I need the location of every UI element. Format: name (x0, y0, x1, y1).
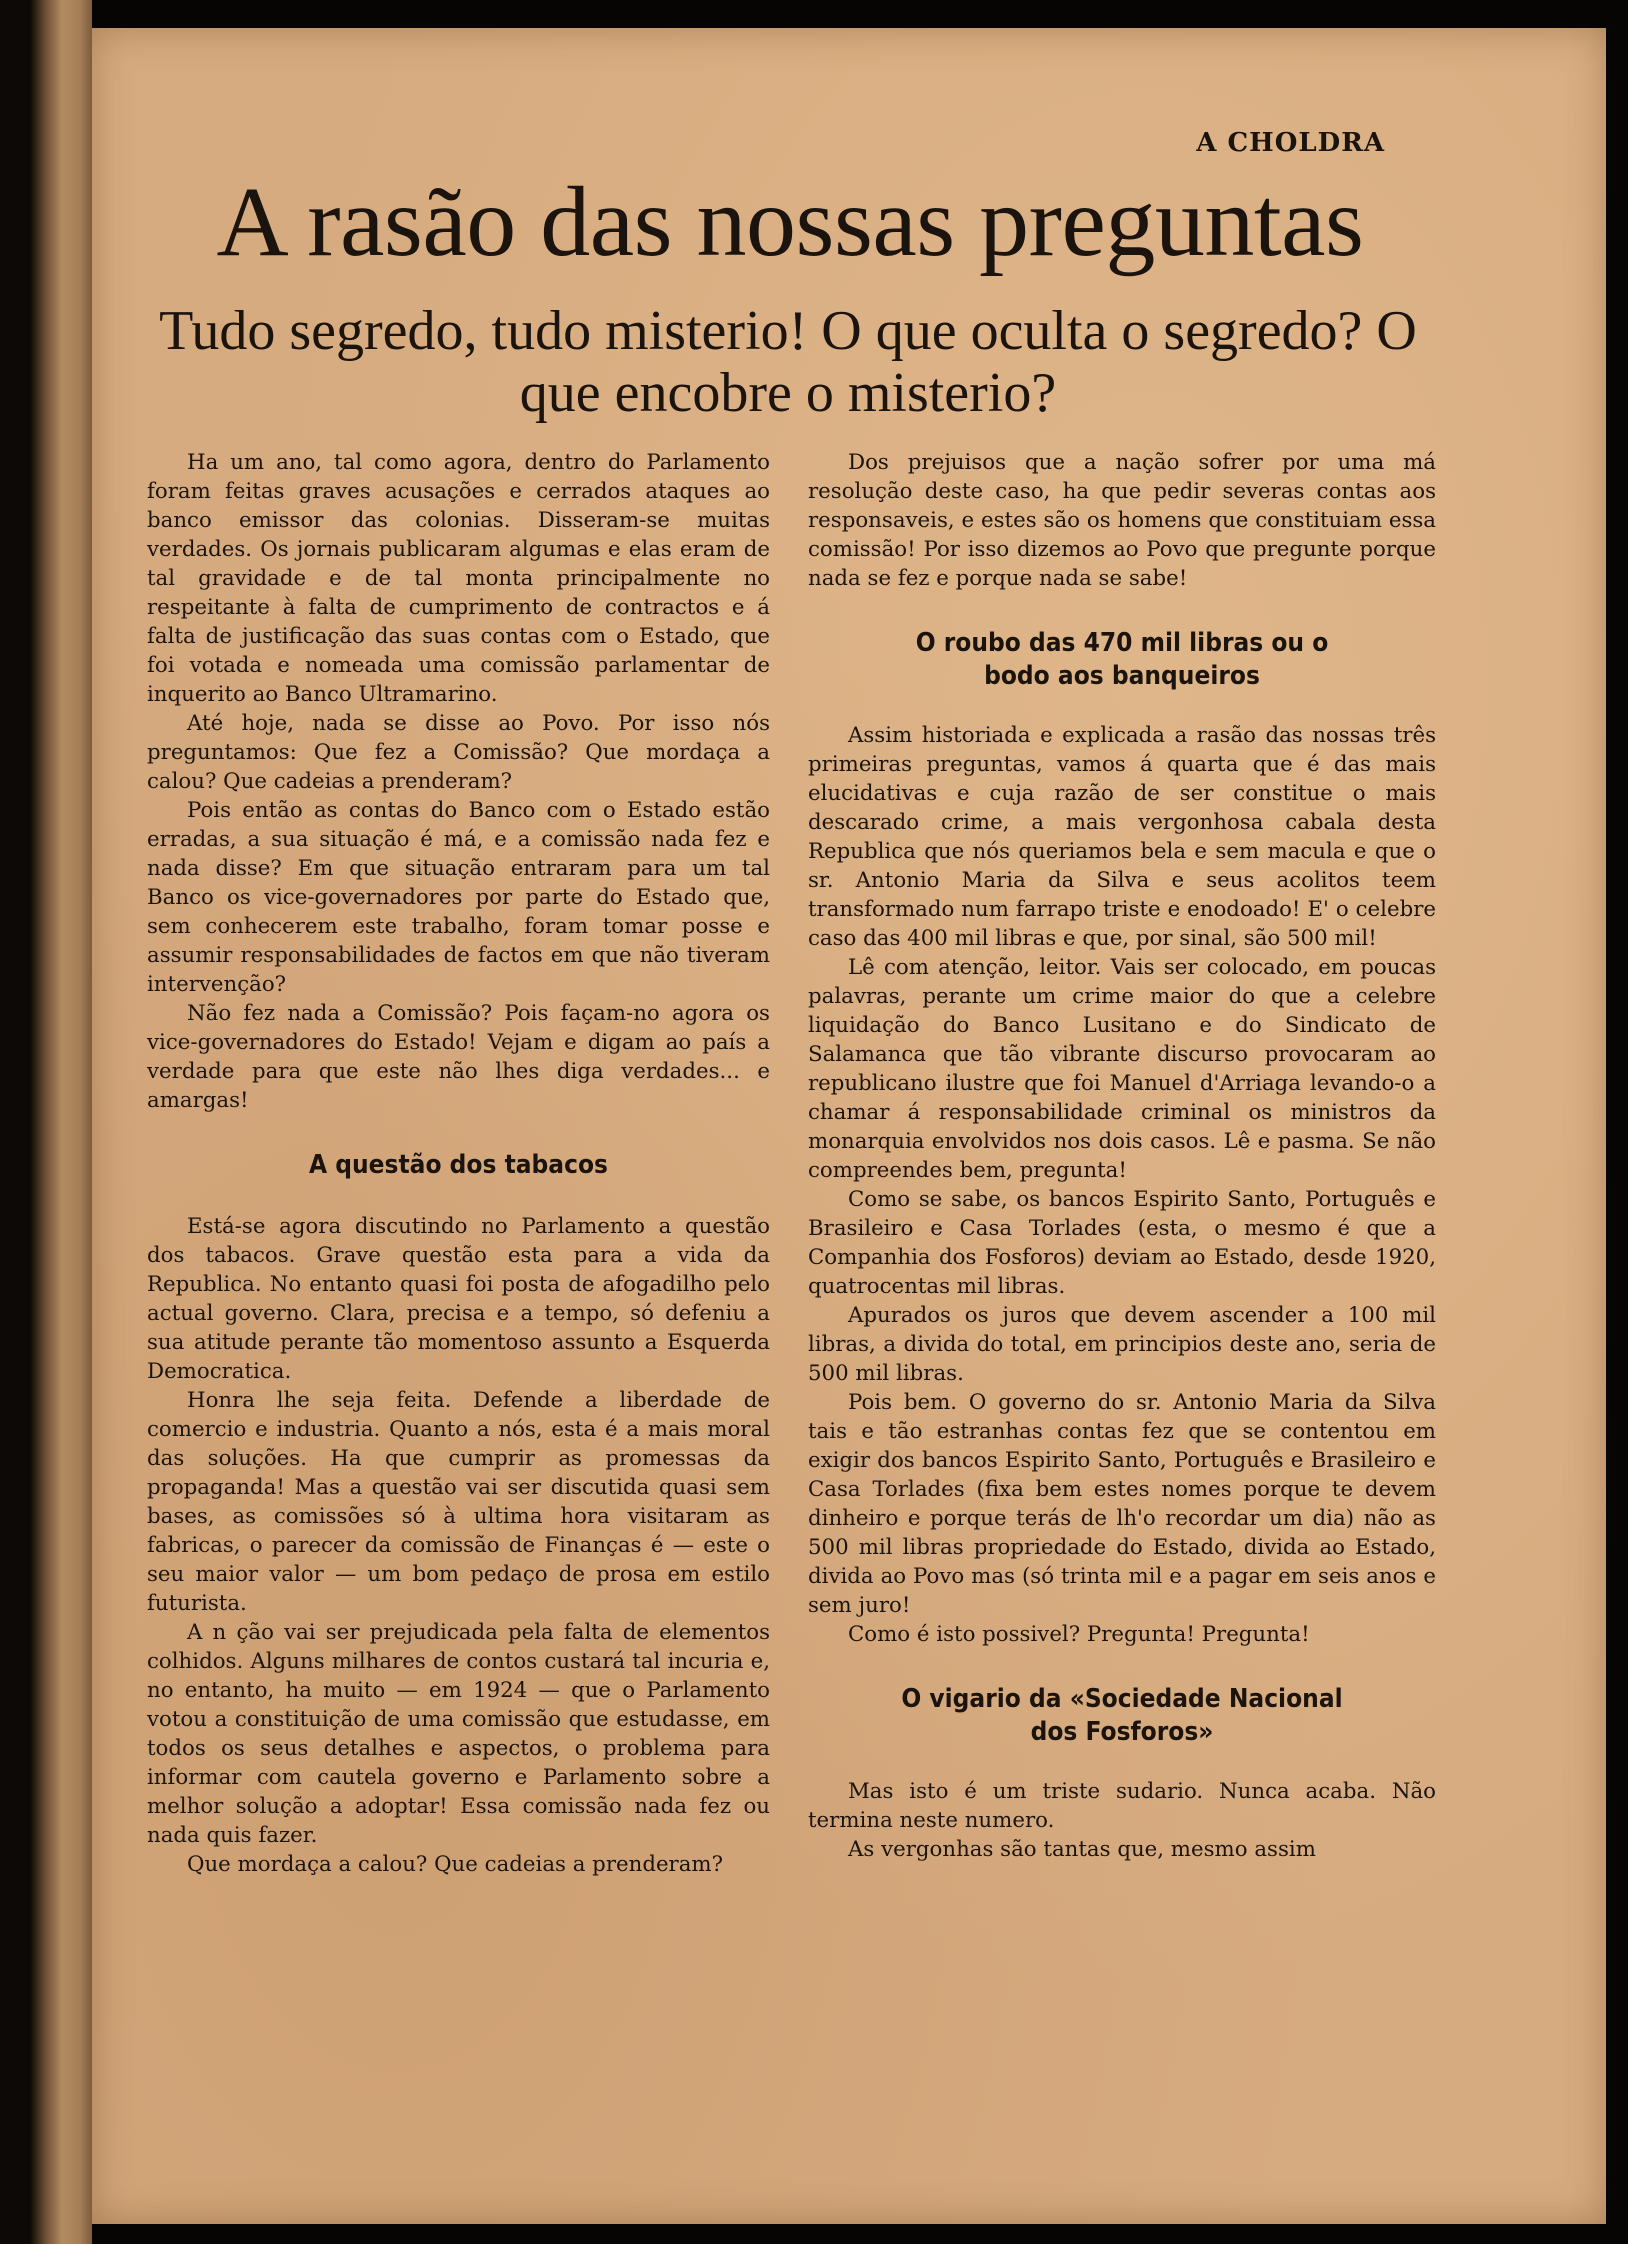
section-heading: A questão dos tabacos (309, 1150, 608, 1180)
paragraph: Lê com atenção, leitor. Vais ser colocado, em poucas palavras, perante um crime maior do que a celebre liquidação do Banco Lusitano e do Sindicato de Salamanca que tão vibrante discurso provocaram ao republicano ilustre que foi Manuel d'Arriaga levando-o a chamar á responsabilidade criminal os ministros da monarquia envolvidos nos dois casos. Lê e pasma. Se não compreendes bem, pregunta! (808, 955, 1436, 1183)
paragraph: Ha um ano, tal como agora, dentro do Parlamento foram feitas graves acusações e cerrados ataques ao banco emissor das colonias. Disseram-se muitas verdades. Os jornais publicaram algumas e elas eram de tal gravidade e de tal monta principalmente no respeitante à falta de cumprimento de contractos e á falta de justificação das suas contas com o Estado, que foi votada e nomeada uma comissão parlamentar de inquerito ao Banco Ultramarino. (147, 450, 770, 707)
right-column (808, 448, 1436, 1864)
binding-gutter (0, 0, 92, 2244)
headline: A rasão das nossas preguntas (216, 166, 1364, 277)
paragraph: As vergonhas são tantas que, mesmo assim (848, 1837, 1316, 1862)
paragraph: Não fez nada a Comissão? Pois façam-no agora os vice-governadores do Estado! Vejam e digam ao país a verdade para que este não lhes diga verdades... e amargas! (147, 1001, 770, 1113)
paragraph: Está-se agora discutindo no Parlamento a questão dos tabacos. Grave questão esta para a vida da Republica. No entanto quasi foi posta de afogadilho pelo actual governo. Clara, precisa e a tempo, só defeniu a sua atitude perante tão momentoso assunto a Esquerda Democratica. (147, 1214, 770, 1384)
paragraph: Como se sabe, os bancos Espirito Santo, Português e Brasileiro e Casa Torlades (esta, o mesmo é que a Companhia dos Fosforos) deviam ao Estado, desde 1920, quatrocentas mil libras. (808, 1187, 1436, 1299)
left-column (147, 448, 770, 1879)
paragraph: Que mordaça a calou? Que cadeias a prenderam? (187, 1852, 724, 1877)
paragraph: Assim historiada e explicada a rasão das nossas três primeiras preguntas, vamos á quarta que é das mais elucidativas e cuja razão de ser constitue o mais descarado crime, a mais vergonhosa cabala desta Republica que nós queriamos bela e sem macula e que o sr. Antonio Maria da Silva e seus acolitos teem transformado num farrapo triste e enodoado! E' o celebre caso das 400 mil libras e que, por sinal, são 500 mil! (808, 723, 1436, 951)
paragraph: Como é isto possivel? Pregunta! Pregunta! (848, 1622, 1310, 1647)
paragraph: Dos prejuisos que a nação sofrer por uma má resolução deste caso, ha que pedir severas contas aos responsaveis, e estes são os homens que constituiam essa comissão! Por isso dizemos ao Povo que pregunte porque nada se fez e porque nada se sabe! (808, 450, 1436, 591)
paragraph: Até hoje, nada se disse ao Povo. Por isso nós preguntamos: Que fez a Comissão? Que mordaça a calou? Que cadeias a prenderam? (147, 711, 770, 794)
section-heading: O roubo das 470 mil libras ou o bodo aos banqueiros (915, 628, 1329, 691)
paragraph: A n ção vai ser prejudicada pela falta de elementos colhidos. Alguns milhares de contos custará tal incuria e, no entanto, ha muito — em 1924 — que o Parlamento votou a constituição de uma comissão que estudasse, em todos os seus detalhes e aspectos, o problema para informar com cautela governo e Parlamento sobre a melhor solução a adoptar! Essa comissão nada fez ou nada quis fazer. (147, 1620, 770, 1848)
section-heading: O vigario da «Sociedade Nacional dos Fosforos» (901, 1684, 1343, 1747)
paragraph: Honra lhe seja feita. Defende a liberdade de comercio e industria. Quanto a nós, esta é a mais moral das soluções. Ha que cumprir as promessas da propaganda! Mas a questão vai ser discutida quasi sem bases, as comissões só à ultima hora visitaram as fabricas, o parecer da comissão de Finanças é — este o seu maior valor — um bom pedaço de prosa em estilo futurista. (147, 1388, 770, 1616)
running-header: A CHOLDRA (1196, 128, 1385, 158)
paragraph: Pois bem. O governo do sr. Antonio Maria da Silva tais e tão estranhas contas fez que se contentou em exigir dos bancos Espirito Santo, Português e Brasileiro e Casa Torlades (fixa bem estes nomes porque te devem dinheiro e porque terás de lh'o recordar um dia) não as 500 mil libras propriedade do Estado, divida ao Estado, divida ao Povo mas (só trinta mil e a pagar em seis anos e sem juro! (808, 1390, 1436, 1618)
paragraph: Pois então as contas do Banco com o Estado estão erradas, a sua situação é má, e a comissão nada fez e nada disse? Em que situação entraram para um tal Banco os vice-governadores por parte do Estado que, sem conhecerem este trabalho, foram tomar posse e assumir responsabilidades de factos em que não tiveram intervenção? (147, 798, 770, 997)
subheadline: Tudo segredo, tudo misterio! O que oculta o segredo? O que encobre o misterio? (159, 300, 1417, 424)
paragraph: Mas isto é um triste sudario. Nunca acaba. Não termina neste numero. (808, 1779, 1436, 1833)
paragraph: Apurados os juros que devem ascender a 100 mil libras, a divida do total, em principios deste ano, seria de 500 mil libras. (808, 1303, 1436, 1386)
